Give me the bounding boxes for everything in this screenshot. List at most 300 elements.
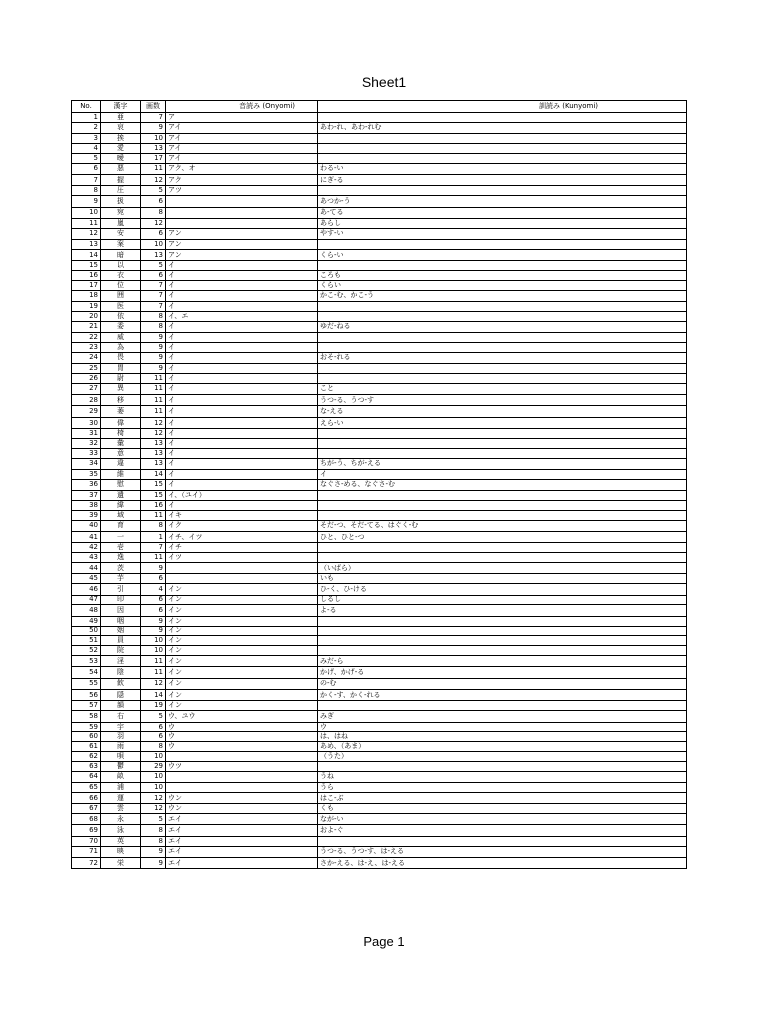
row-no: 35 [72,470,101,480]
table-row [72,364,687,374]
row-onyomi: イ、エ [166,311,318,321]
row-kunyomi: ちが-う、ちが-える [318,458,687,469]
row-onyomi: アイ [166,134,318,144]
table-row [72,417,687,428]
row-strokes: 11 [141,383,166,394]
row-no: 47 [72,595,101,605]
row-onyomi: イ [166,302,318,312]
table-row [72,373,687,383]
table-row [72,196,687,207]
row-no: 65 [72,783,101,793]
row-kunyomi: なぐさ-める、なぐさ-む [318,479,687,490]
row-no: 15 [72,261,101,271]
row-kunyomi [318,701,687,711]
row-kanji: 維 [101,470,141,480]
row-strokes: 12 [141,429,166,439]
row-kunyomi [318,448,687,458]
row-no: 50 [72,626,101,636]
row-kunyomi: そだ-つ、そだ-てる、はぐく-む [318,520,687,531]
row-onyomi: イツ [166,553,318,563]
row-kanji: 羽 [101,732,141,742]
row-no: 9 [72,196,101,207]
row-no: 37 [72,491,101,501]
row-no: 49 [72,616,101,626]
row-no: 68 [72,814,101,825]
row-strokes: 29 [141,761,166,771]
row-kanji: 曖 [101,153,141,163]
row-strokes: 7 [141,113,166,123]
row-no: 22 [72,333,101,343]
row-strokes: 9 [141,626,166,636]
row-kunyomi: うつ-る、うつ-す、は-える [318,846,687,857]
table-body [72,113,687,869]
page-footer: Page 1 [363,934,405,949]
row-kanji: 委 [101,321,141,332]
row-strokes: 5 [141,186,166,196]
header-strokes: 画数 [141,101,166,113]
row-strokes: 1 [141,531,166,542]
row-strokes: 10 [141,646,166,656]
row-kanji: 韻 [101,701,141,711]
table-row [72,678,687,689]
row-kunyomi [318,311,687,321]
row-kanji: 芋 [101,574,141,584]
row-kunyomi: （うた） [318,752,687,762]
row-strokes: 10 [141,771,166,782]
row-no: 27 [72,383,101,394]
row-no: 14 [72,249,101,260]
row-no: 55 [72,678,101,689]
row-no: 28 [72,395,101,406]
table-row [72,836,687,846]
row-strokes: 4 [141,584,166,595]
row-kanji: 依 [101,311,141,321]
row-onyomi: ウン [166,804,318,814]
row-kanji: 因 [101,605,141,616]
row-strokes: 9 [141,846,166,857]
row-kunyomi: あつか-う [318,196,687,207]
row-strokes: 15 [141,491,166,501]
table-row [72,395,687,406]
row-kunyomi [318,836,687,846]
row-strokes: 13 [141,249,166,260]
row-kunyomi [318,302,687,312]
row-kanji: 胃 [101,364,141,374]
kanji-table [71,100,687,869]
table-row [72,302,687,312]
table-row [72,605,687,616]
row-kunyomi: イ [318,470,687,480]
row-kanji: 逸 [101,553,141,563]
row-kanji: 緯 [101,500,141,510]
row-onyomi: エイ [166,846,318,857]
row-onyomi: イン [166,584,318,595]
row-strokes: 10 [141,134,166,144]
row-kanji: 慰 [101,479,141,490]
row-kanji: 印 [101,595,141,605]
table-row [72,458,687,469]
row-onyomi: エイ [166,857,318,868]
row-kunyomi: ウ [318,722,687,732]
row-no: 67 [72,804,101,814]
row-strokes: 12 [141,218,166,228]
row-strokes: 16 [141,500,166,510]
table-row [72,122,687,133]
row-no: 17 [72,280,101,290]
row-onyomi: イ [166,333,318,343]
table-row [72,311,687,321]
row-onyomi: イ [166,290,318,301]
row-onyomi: イ [166,261,318,271]
table-row [72,383,687,394]
table-row [72,520,687,531]
row-onyomi [166,752,318,762]
row-kanji: 為 [101,342,141,352]
row-strokes: 12 [141,804,166,814]
row-strokes: 8 [141,321,166,332]
row-kanji: 姻 [101,626,141,636]
row-strokes: 12 [141,678,166,689]
row-onyomi: アイ [166,143,318,153]
row-strokes: 7 [141,543,166,553]
table-row [72,134,687,144]
row-no: 2 [72,122,101,133]
row-onyomi: イ [166,321,318,332]
row-strokes: 11 [141,373,166,383]
row-strokes: 12 [141,174,166,185]
row-onyomi: ア [166,113,318,123]
row-onyomi: イク [166,520,318,531]
row-onyomi: イ [166,458,318,469]
row-kanji: 異 [101,383,141,394]
row-strokes: 10 [141,752,166,762]
row-strokes: 8 [141,520,166,531]
row-onyomi: イン [166,655,318,666]
row-onyomi: イ、（ユイ） [166,491,318,501]
row-kunyomi [318,429,687,439]
row-kanji: 握 [101,174,141,185]
table-row [72,271,687,281]
row-onyomi: イチ [166,543,318,553]
row-no: 30 [72,417,101,428]
table-row [72,352,687,363]
table-row [72,479,687,490]
row-onyomi: イン [166,646,318,656]
table-row [72,752,687,762]
row-kunyomi: さか-える、は-え、は-える [318,857,687,868]
row-strokes: 10 [141,636,166,646]
row-kunyomi [318,153,687,163]
row-no: 33 [72,448,101,458]
table-row [72,846,687,857]
table-row [72,174,687,185]
row-onyomi: イ [166,417,318,428]
table-row [72,655,687,666]
table-row [72,153,687,163]
row-kanji: 遺 [101,491,141,501]
row-no: 69 [72,825,101,836]
table-row [72,448,687,458]
row-strokes: 6 [141,271,166,281]
table-row [72,321,687,332]
row-kanji: 永 [101,814,141,825]
table-row [72,342,687,352]
table-row [72,690,687,701]
row-strokes: 8 [141,311,166,321]
row-onyomi: アン [166,228,318,239]
row-no: 40 [72,520,101,531]
row-kunyomi: はこ-ぶ [318,792,687,803]
row-no: 29 [72,406,101,417]
row-kunyomi: な-える [318,406,687,417]
row-onyomi: イ [166,500,318,510]
row-kunyomi [318,616,687,626]
row-kunyomi [318,143,687,153]
row-no: 62 [72,752,101,762]
row-kunyomi: の-む [318,678,687,689]
row-kunyomi: あらし [318,218,687,228]
row-kanji: 鬱 [101,761,141,771]
row-no: 71 [72,846,101,857]
row-no: 70 [72,836,101,846]
table-row [72,500,687,510]
row-kunyomi: にぎ-る [318,174,687,185]
table-row [72,792,687,803]
row-no: 13 [72,240,101,250]
table-row [72,857,687,868]
row-kanji: 英 [101,836,141,846]
table-row [72,218,687,228]
row-onyomi: イ [166,448,318,458]
row-kunyomi: ひ-く、ひ-ける [318,584,687,595]
row-strokes: 9 [141,562,166,573]
row-no: 21 [72,321,101,332]
table-row [72,510,687,520]
row-kunyomi: うつ-る、うつ-す [318,395,687,406]
row-no: 16 [72,271,101,281]
table-row [72,429,687,439]
row-kunyomi: およ-ぐ [318,825,687,836]
row-onyomi [166,207,318,218]
row-kanji: 安 [101,228,141,239]
row-no: 20 [72,311,101,321]
row-kanji: 違 [101,458,141,469]
row-kanji: 医 [101,302,141,312]
table-row [72,722,687,732]
row-no: 31 [72,429,101,439]
row-kanji: 萎 [101,406,141,417]
row-strokes: 6 [141,196,166,207]
row-onyomi: イ [166,271,318,281]
row-kanji: 咽 [101,616,141,626]
row-onyomi: ウ [166,732,318,742]
row-kunyomi: なが-い [318,814,687,825]
row-onyomi: アイ [166,153,318,163]
row-kanji: 淫 [101,655,141,666]
sheet-title: Sheet1 [361,74,407,90]
row-onyomi: エイ [166,836,318,846]
row-onyomi: イ [166,352,318,363]
row-kunyomi: は、はね [318,732,687,742]
table-row [72,814,687,825]
row-kunyomi: わる-い [318,163,687,174]
row-no: 42 [72,543,101,553]
row-strokes: 9 [141,342,166,352]
table-row [72,616,687,626]
row-kanji: 案 [101,240,141,250]
row-kanji: 威 [101,333,141,343]
row-kunyomi: あめ、（あま） [318,742,687,752]
row-onyomi: イ [166,470,318,480]
row-strokes: 9 [141,857,166,868]
table-row [72,333,687,343]
row-kunyomi: みだ-ら [318,655,687,666]
row-onyomi: イン [166,636,318,646]
table-row [72,562,687,573]
row-kunyomi: おそ-れる [318,352,687,363]
row-strokes: 8 [141,207,166,218]
row-strokes: 11 [141,395,166,406]
row-kanji: 引 [101,584,141,595]
row-strokes: 5 [141,711,166,722]
row-kunyomi [318,439,687,449]
row-no: 10 [72,207,101,218]
table-row [72,771,687,782]
row-kanji: 壱 [101,543,141,553]
row-strokes: 13 [141,143,166,153]
row-no: 51 [72,636,101,646]
row-kunyomi: あわ-れ、あわ-れむ [318,122,687,133]
row-strokes: 15 [141,479,166,490]
row-kunyomi [318,240,687,250]
row-kunyomi [318,113,687,123]
row-no: 25 [72,364,101,374]
row-strokes: 6 [141,228,166,239]
table-row [72,742,687,752]
table-row [72,439,687,449]
row-no: 19 [72,302,101,312]
row-kunyomi [318,364,687,374]
table-row [72,228,687,239]
table-row [72,186,687,196]
row-onyomi: アツ [166,186,318,196]
header-kunyomi: 訓読み (Kunyomi) [318,101,687,113]
table-row [72,825,687,836]
row-kunyomi: やす-い [318,228,687,239]
row-no: 39 [72,510,101,520]
table-row [72,290,687,301]
row-no: 24 [72,352,101,363]
row-onyomi: イ [166,342,318,352]
row-kunyomi: かく-す、かく-れる [318,690,687,701]
row-kanji: 畝 [101,771,141,782]
row-no: 61 [72,742,101,752]
row-onyomi [166,771,318,782]
row-kanji: 院 [101,646,141,656]
row-strokes: 9 [141,616,166,626]
table-row [72,261,687,271]
row-strokes: 6 [141,595,166,605]
header-kanji: 漢字 [101,101,141,113]
row-kanji: 雨 [101,742,141,752]
row-strokes: 11 [141,553,166,563]
row-no: 12 [72,228,101,239]
row-kanji: 挨 [101,134,141,144]
table-row [72,804,687,814]
table-row [72,543,687,553]
row-onyomi: ウ [166,722,318,732]
row-strokes: 6 [141,732,166,742]
row-kanji: 偉 [101,417,141,428]
row-no: 57 [72,701,101,711]
row-kanji: 域 [101,510,141,520]
row-kunyomi: あ-てる [318,207,687,218]
row-onyomi: イ [166,364,318,374]
row-strokes: 11 [141,667,166,678]
row-onyomi: アン [166,240,318,250]
row-kanji: 員 [101,636,141,646]
row-onyomi: イン [166,701,318,711]
row-no: 45 [72,574,101,584]
row-strokes: 5 [141,814,166,825]
table-row [72,626,687,636]
row-kunyomi: こと [318,383,687,394]
row-kunyomi: かこ-む、かこ-う [318,290,687,301]
header-onyomi: 音読み (Onyomi) [166,101,318,113]
row-onyomi: イン [166,595,318,605]
row-onyomi [166,562,318,573]
row-kanji: 以 [101,261,141,271]
row-onyomi: イ [166,383,318,394]
row-kunyomi [318,553,687,563]
row-kanji: 宇 [101,722,141,732]
row-no: 44 [72,562,101,573]
row-strokes: 7 [141,290,166,301]
row-no: 26 [72,373,101,383]
row-kunyomi [318,646,687,656]
row-kunyomi: ひと、ひと-つ [318,531,687,542]
row-kanji: 茨 [101,562,141,573]
header-no: No. [72,101,101,113]
row-no: 4 [72,143,101,153]
row-onyomi [166,196,318,207]
row-kanji: 椅 [101,429,141,439]
row-strokes: 14 [141,470,166,480]
row-no: 1 [72,113,101,123]
row-kunyomi: かげ、かげ-る [318,667,687,678]
row-kanji: 悪 [101,163,141,174]
table-row [72,470,687,480]
row-kunyomi [318,134,687,144]
row-no: 6 [72,163,101,174]
row-kunyomi: いも [318,574,687,584]
row-no: 32 [72,439,101,449]
row-kanji: 哀 [101,122,141,133]
row-strokes: 11 [141,510,166,520]
row-onyomi: イン [166,626,318,636]
row-no: 48 [72,605,101,616]
row-kanji: 一 [101,531,141,542]
row-strokes: 7 [141,302,166,312]
row-kunyomi [318,636,687,646]
row-onyomi: イ [166,429,318,439]
row-kanji: 栄 [101,857,141,868]
row-no: 3 [72,134,101,144]
table-row [72,491,687,501]
row-no: 46 [72,584,101,595]
row-strokes: 5 [141,261,166,271]
row-onyomi: アク、オ [166,163,318,174]
